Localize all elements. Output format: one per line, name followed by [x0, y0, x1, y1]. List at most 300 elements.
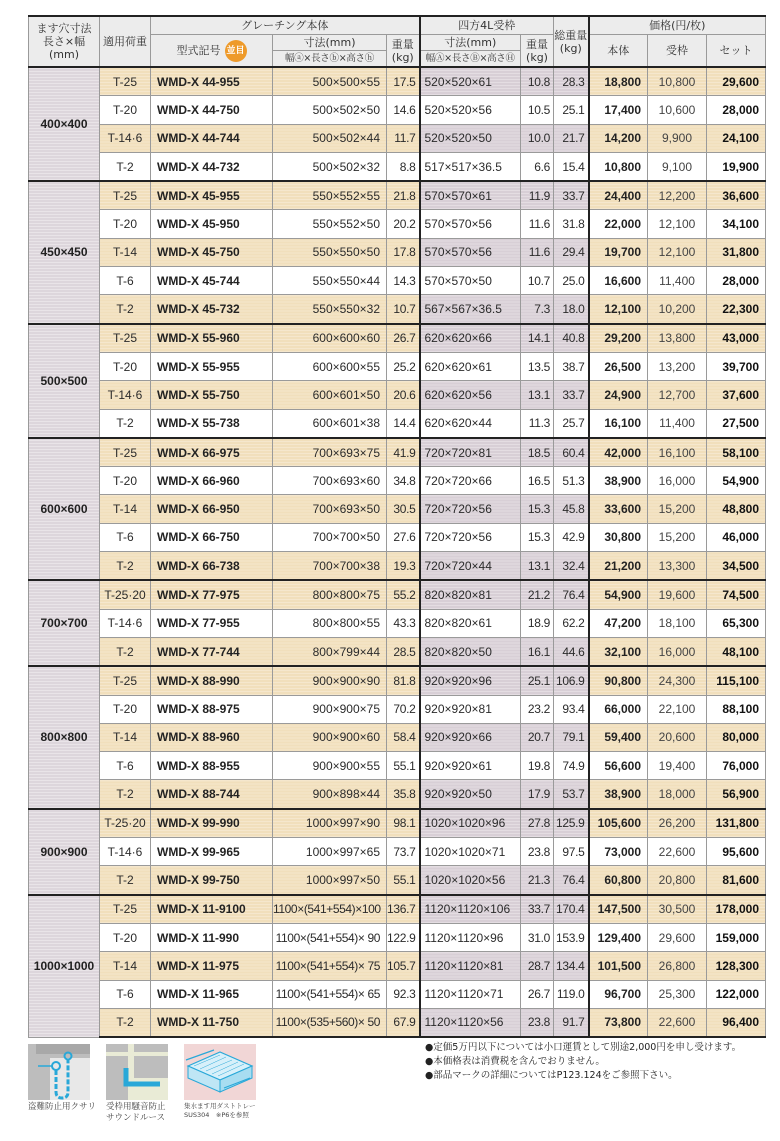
price-frame-cell: 10,600: [648, 96, 707, 124]
model-cell: WMD-X 45-732: [151, 295, 273, 324]
load-cell: T-25: [100, 666, 151, 695]
model-cell: WMD-X 66-975: [151, 438, 273, 467]
header-grating-dim-sub: 幅ⓐ×長さⓑ×高さⓗ: [273, 51, 387, 68]
model-cell: WMD-X 55-960: [151, 324, 273, 353]
grating-weight-cell: 26.7: [387, 324, 420, 353]
load-cell: T-2: [100, 1008, 151, 1037]
chain-icon: [28, 1044, 90, 1100]
price-frame-cell: 13,300: [648, 552, 707, 581]
grating-weight-cell: 28.5: [387, 637, 420, 666]
header-price-group: 価格(円/枚): [589, 16, 766, 35]
table-row: [29, 96, 766, 124]
grating-weight-cell: 14.3: [387, 267, 420, 295]
price-frame-cell: 22,100: [648, 695, 707, 723]
dust-tray-caption: [184, 1102, 256, 1120]
total-weight-cell: 28.3: [554, 67, 589, 96]
table-header: [29, 16, 766, 67]
total-weight-cell: 93.4: [554, 695, 589, 723]
price-frame-cell: 11,400: [648, 409, 707, 438]
grating-dim-cell: 500×502×32: [273, 152, 387, 181]
price-body-cell: 73,000: [589, 838, 648, 866]
price-set-cell: 128,300: [707, 952, 766, 980]
grating-dim-cell: 1100×(535+560)× 50: [273, 1008, 387, 1037]
price-body-cell: 60,800: [589, 866, 648, 895]
model-cell: WMD-X 66-738: [151, 552, 273, 581]
model-cell: WMD-X 11-990: [151, 923, 273, 951]
load-cell: T-6: [100, 980, 151, 1008]
total-weight-cell: 25.1: [554, 96, 589, 124]
frame-weight-cell: 13.5: [521, 352, 554, 380]
table-row: [29, 666, 766, 695]
grating-dim-cell: 1100×(541+554)× 90: [273, 923, 387, 951]
load-cell: T-6: [100, 267, 151, 295]
grating-weight-cell: 34.8: [387, 467, 420, 495]
grating-weight-cell: 19.3: [387, 552, 420, 581]
frame-dim-cell: 720×720×81: [420, 438, 521, 467]
model-cell: WMD-X 45-955: [151, 181, 273, 210]
grating-dim-cell: 550×550×50: [273, 238, 387, 266]
frame-weight-cell: 23.8: [521, 838, 554, 866]
caption-line: 盗難防止用クサリ: [28, 1102, 97, 1112]
model-cell: WMD-X 88-955: [151, 752, 273, 780]
grating-dim-cell: 500×502×50: [273, 96, 387, 124]
price-frame-cell: 25,300: [648, 980, 707, 1008]
price-frame-cell: 16,000: [648, 467, 707, 495]
price-set-cell: 37,600: [707, 381, 766, 409]
price-set-cell: 31,800: [707, 238, 766, 266]
frame-weight-cell: 18.5: [521, 438, 554, 467]
frame-weight-cell: 11.6: [521, 210, 554, 238]
model-cell: WMD-X 11-9100: [151, 895, 273, 924]
table-row: [29, 952, 766, 980]
frame-weight-cell: 20.7: [521, 723, 554, 751]
price-set-cell: 48,800: [707, 495, 766, 523]
grating-dim-cell: 700×700×38: [273, 552, 387, 581]
load-cell: T-25: [100, 438, 151, 467]
table-row: [29, 295, 766, 324]
grating-dim-cell: 500×502×44: [273, 124, 387, 152]
table-row: [29, 637, 766, 666]
table-row: [29, 723, 766, 751]
price-set-cell: 24,100: [707, 124, 766, 152]
model-cell: WMD-X 55-750: [151, 381, 273, 409]
frame-dim-cell: 1020×1020×56: [420, 866, 521, 895]
model-cell: WMD-X 88-744: [151, 780, 273, 809]
load-cell: T-20: [100, 923, 151, 951]
price-body-cell: 105,600: [589, 809, 648, 838]
total-weight-cell: 153.9: [554, 923, 589, 951]
frame-dim-cell: 570×570×61: [420, 181, 521, 210]
price-body-cell: 21,200: [589, 552, 648, 581]
load-cell: T-25: [100, 324, 151, 353]
price-frame-cell: 10,800: [648, 67, 707, 96]
grating-weight-cell: 67.9: [387, 1008, 420, 1037]
accessory-images: [28, 1044, 258, 1134]
caption-line: サウンドルース: [106, 1113, 166, 1123]
price-set-cell: 58,100: [707, 438, 766, 467]
table-row: [29, 67, 766, 96]
table-row: [29, 324, 766, 353]
frame-weight-cell: 16.5: [521, 467, 554, 495]
frame-weight-cell: 23.8: [521, 1008, 554, 1037]
model-cell: WMD-X 99-990: [151, 809, 273, 838]
total-weight-cell: 42.9: [554, 523, 589, 551]
table-row: [29, 609, 766, 637]
price-set-cell: 22,300: [707, 295, 766, 324]
grating-dim-cell: 550×552×55: [273, 181, 387, 210]
total-weight-cell: 60.4: [554, 438, 589, 467]
model-cell: WMD-X 11-965: [151, 980, 273, 1008]
note-parts: ●部品マークの詳細についてはP123.124をご参照下さい。: [425, 1070, 678, 1081]
load-cell: T-14·6: [100, 838, 151, 866]
size-cell: 700×700: [29, 580, 100, 666]
price-frame-cell: 13,800: [648, 324, 707, 353]
frame-weight-cell: 10.7: [521, 267, 554, 295]
grating-weight-cell: 55.1: [387, 752, 420, 780]
price-set-cell: 29,600: [707, 67, 766, 96]
table-row: [29, 495, 766, 523]
table-row: [29, 980, 766, 1008]
price-body-cell: 90,800: [589, 666, 648, 695]
model-cell: WMD-X 66-750: [151, 523, 273, 551]
frame-weight-cell: 16.1: [521, 637, 554, 666]
price-body-cell: 129,400: [589, 923, 648, 951]
frame-dim-cell: 570×570×56: [420, 210, 521, 238]
price-body-cell: 30,800: [589, 523, 648, 551]
header-price-body: 本体: [589, 35, 648, 68]
load-cell: T-2: [100, 637, 151, 666]
total-weight-cell: 106.9: [554, 666, 589, 695]
frame-dim-cell: 720×720×44: [420, 552, 521, 581]
frame-dim-cell: 570×570×56: [420, 238, 521, 266]
table-row: [29, 181, 766, 210]
model-cell: WMD-X 99-965: [151, 838, 273, 866]
price-body-cell: 19,700: [589, 238, 648, 266]
total-weight-cell: 91.7: [554, 1008, 589, 1037]
grating-weight-cell: 27.6: [387, 523, 420, 551]
header-model-label: 型式記号: [176, 43, 221, 57]
size-cell: 1000×1000: [29, 895, 100, 1037]
grating-dim-cell: 500×500×55: [273, 67, 387, 96]
grating-weight-cell: 122.9: [387, 923, 420, 951]
table-row: [29, 124, 766, 152]
price-set-cell: 159,000: [707, 923, 766, 951]
total-weight-cell: 170.4: [554, 895, 589, 924]
load-cell: T-2: [100, 780, 151, 809]
load-cell: T-20: [100, 695, 151, 723]
total-weight-cell: 51.3: [554, 467, 589, 495]
frame-weight-cell: 10.8: [521, 67, 554, 96]
frame-weight-cell: 15.3: [521, 523, 554, 551]
total-weight-cell: 29.4: [554, 238, 589, 266]
price-set-cell: 178,000: [707, 895, 766, 924]
frame-weight-cell: 26.7: [521, 980, 554, 1008]
frame-dim-cell: 620×620×44: [420, 409, 521, 438]
header-size: [29, 16, 100, 67]
grating-dim-cell: 1000×997×90: [273, 809, 387, 838]
frame-weight-cell: 14.1: [521, 324, 554, 353]
header-total-weight-line: (kg): [559, 41, 582, 55]
grating-dim-cell: 1100×(541+554)× 75: [273, 952, 387, 980]
model-cell: WMD-X 44-732: [151, 152, 273, 181]
price-body-cell: 101,500: [589, 952, 648, 980]
grating-dim-cell: 900×900×90: [273, 666, 387, 695]
load-cell: T-14·6: [100, 381, 151, 409]
table-row: [29, 238, 766, 266]
price-body-cell: 17,400: [589, 96, 648, 124]
table-row: [29, 895, 766, 924]
grating-dim-cell: 600×600×60: [273, 324, 387, 353]
price-body-cell: 29,200: [589, 324, 648, 353]
price-set-cell: 76,000: [707, 752, 766, 780]
header-total-weight-line: 総重量: [554, 28, 588, 42]
header-grating-group: グレーチング本体: [151, 16, 420, 35]
notes: [425, 1041, 741, 1083]
grating-weight-cell: 105.7: [387, 952, 420, 980]
load-cell: T-20: [100, 352, 151, 380]
total-weight-cell: 40.8: [554, 324, 589, 353]
price-frame-cell: 18,000: [648, 780, 707, 809]
table-row: [29, 809, 766, 838]
load-cell: T-20: [100, 96, 151, 124]
frame-dim-cell: 820×820×61: [420, 609, 521, 637]
table-row: [29, 267, 766, 295]
table-row: [29, 438, 766, 467]
table-row: [29, 866, 766, 895]
price-frame-cell: 12,100: [648, 238, 707, 266]
model-cell: WMD-X 77-975: [151, 580, 273, 609]
frame-dim-cell: 570×570×50: [420, 267, 521, 295]
grating-dim-cell: 800×799×44: [273, 637, 387, 666]
grating-dim-cell: 900×898×44: [273, 780, 387, 809]
total-weight-cell: 76.4: [554, 580, 589, 609]
load-cell: T-6: [100, 752, 151, 780]
frame-dim-cell: 820×820×50: [420, 637, 521, 666]
frame-dim-cell: 1120×1120×81: [420, 952, 521, 980]
size-cell: 450×450: [29, 181, 100, 323]
price-frame-cell: 18,100: [648, 609, 707, 637]
grating-weight-cell: 41.9: [387, 438, 420, 467]
price-frame-cell: 15,200: [648, 495, 707, 523]
frame-weight-cell: 11.6: [521, 238, 554, 266]
frame-weight-cell: 27.8: [521, 809, 554, 838]
table-row: [29, 695, 766, 723]
load-cell: T-2: [100, 152, 151, 181]
frame-weight-cell: 21.3: [521, 866, 554, 895]
price-frame-cell: 10,200: [648, 295, 707, 324]
price-body-cell: 14,200: [589, 124, 648, 152]
price-frame-cell: 16,100: [648, 438, 707, 467]
header-weight-line: (kg): [391, 50, 414, 64]
frame-dim-cell: 820×820×81: [420, 580, 521, 609]
total-weight-cell: 33.7: [554, 381, 589, 409]
frame-dim-cell: 567×567×36.5: [420, 295, 521, 324]
load-cell: T-6: [100, 523, 151, 551]
note-tax: ●本価格表は消費税を含んでおりません。: [425, 1056, 605, 1067]
price-set-cell: 88,100: [707, 695, 766, 723]
frame-weight-cell: 13.1: [521, 552, 554, 581]
price-set-cell: 28,000: [707, 267, 766, 295]
grating-dim-cell: 800×800×55: [273, 609, 387, 637]
frame-dim-cell: 1120×1120×96: [420, 923, 521, 951]
total-weight-cell: 125.9: [554, 809, 589, 838]
grating-weight-cell: 55.1: [387, 866, 420, 895]
price-set-cell: 39,700: [707, 352, 766, 380]
size-cell: 600×600: [29, 438, 100, 580]
grating-dim-cell: 900×900×55: [273, 752, 387, 780]
load-cell: T-2: [100, 295, 151, 324]
price-body-cell: 22,000: [589, 210, 648, 238]
sound-loose-icon: [106, 1044, 168, 1100]
grating-dim-cell: 600×601×38: [273, 409, 387, 438]
frame-dim-cell: 520×520×61: [420, 67, 521, 96]
price-body-cell: 54,900: [589, 580, 648, 609]
header-weight-line: (kg): [526, 50, 548, 64]
grating-weight-cell: 8.8: [387, 152, 420, 181]
grating-dim-cell: 700×693×50: [273, 495, 387, 523]
coarse-mesh-badge: 並目: [225, 40, 247, 62]
dust-tray-icon: [184, 1044, 256, 1100]
table-row: [29, 409, 766, 438]
model-cell: WMD-X 66-960: [151, 467, 273, 495]
model-cell: WMD-X 88-990: [151, 666, 273, 695]
load-cell: T-20: [100, 467, 151, 495]
total-weight-cell: 18.0: [554, 295, 589, 324]
price-set-cell: 34,500: [707, 552, 766, 581]
grating-dim-cell: 1100×(541+554)×100: [273, 895, 387, 924]
frame-dim-cell: 620×620×61: [420, 352, 521, 380]
total-weight-cell: 45.8: [554, 495, 589, 523]
header-size-line: 長さ×幅: [42, 35, 86, 48]
chain-caption: [28, 1102, 96, 1113]
frame-dim-cell: 920×920×66: [420, 723, 521, 751]
price-body-cell: 38,900: [589, 780, 648, 809]
load-cell: T-2: [100, 552, 151, 581]
grating-weight-cell: 70.2: [387, 695, 420, 723]
frame-dim-cell: 520×520×50: [420, 124, 521, 152]
price-body-cell: 26,500: [589, 352, 648, 380]
frame-dim-cell: 720×720×56: [420, 523, 521, 551]
model-cell: WMD-X 45-744: [151, 267, 273, 295]
frame-weight-cell: 13.1: [521, 381, 554, 409]
price-body-cell: 66,000: [589, 695, 648, 723]
grating-weight-cell: 10.7: [387, 295, 420, 324]
price-body-cell: 16,600: [589, 267, 648, 295]
total-weight-cell: 31.8: [554, 210, 589, 238]
frame-dim-cell: 920×920×50: [420, 780, 521, 809]
grating-weight-cell: 35.8: [387, 780, 420, 809]
model-cell: WMD-X 77-744: [151, 637, 273, 666]
price-set-cell: 43,000: [707, 324, 766, 353]
grating-weight-cell: 11.7: [387, 124, 420, 152]
grating-dim-cell: 550×550×44: [273, 267, 387, 295]
price-frame-cell: 12,100: [648, 210, 707, 238]
table-row: [29, 523, 766, 551]
price-set-cell: 46,000: [707, 523, 766, 551]
grating-dim-cell: 800×800×75: [273, 580, 387, 609]
grating-weight-cell: 81.8: [387, 666, 420, 695]
price-body-cell: 147,500: [589, 895, 648, 924]
price-frame-cell: 9,100: [648, 152, 707, 181]
total-weight-cell: 32.4: [554, 552, 589, 581]
grating-weight-cell: 17.5: [387, 67, 420, 96]
header-frame-dim-sub: 幅Ⓐ×長さⒷ×高さⒽ: [420, 51, 521, 68]
price-body-cell: 10,800: [589, 152, 648, 181]
caption-line: 受枠用騒音防止: [106, 1102, 166, 1112]
grating-weight-cell: 25.2: [387, 352, 420, 380]
header-size-line: (mm): [48, 48, 79, 61]
model-cell: WMD-X 44-955: [151, 67, 273, 96]
price-set-cell: 131,800: [707, 809, 766, 838]
price-frame-cell: 16,000: [648, 637, 707, 666]
price-body-cell: 73,800: [589, 1008, 648, 1037]
grating-dim-cell: 700×693×60: [273, 467, 387, 495]
load-cell: T-20: [100, 210, 151, 238]
table-row: [29, 1008, 766, 1037]
header-grating-dim: 寸法(mm): [273, 35, 387, 51]
total-weight-cell: 76.4: [554, 866, 589, 895]
frame-weight-cell: 33.7: [521, 895, 554, 924]
price-set-cell: 80,000: [707, 723, 766, 751]
price-set-cell: 96,400: [707, 1008, 766, 1037]
header-size-line: ます穴寸法: [36, 22, 92, 35]
size-cell: 900×900: [29, 809, 100, 895]
table-row: [29, 352, 766, 380]
model-cell: WMD-X 44-750: [151, 96, 273, 124]
frame-weight-cell: 11.3: [521, 409, 554, 438]
grating-weight-cell: 92.3: [387, 980, 420, 1008]
total-weight-cell: 25.0: [554, 267, 589, 295]
frame-dim-cell: 520×520×56: [420, 96, 521, 124]
price-set-cell: 28,000: [707, 96, 766, 124]
price-body-cell: 24,900: [589, 381, 648, 409]
grating-dim-cell: 550×552×50: [273, 210, 387, 238]
model-cell: WMD-X 45-950: [151, 210, 273, 238]
table-body: [29, 67, 766, 1037]
frame-weight-cell: 15.3: [521, 495, 554, 523]
total-weight-cell: 134.4: [554, 952, 589, 980]
load-cell: T-14: [100, 952, 151, 980]
price-set-cell: 54,900: [707, 467, 766, 495]
load-cell: T-2: [100, 409, 151, 438]
header-weight-line: 重量: [526, 37, 548, 51]
load-cell: T-14: [100, 723, 151, 751]
model-cell: WMD-X 55-955: [151, 352, 273, 380]
note-shipping: ●定価5万円以下については小口運賃として別途2,000円を申し受けます。: [425, 1042, 742, 1053]
frame-dim-cell: 1120×1120×71: [420, 980, 521, 1008]
header-frame-group: 四方4L受枠: [420, 16, 554, 35]
frame-weight-cell: 6.6: [521, 152, 554, 181]
grating-dim-cell: 700×700×50: [273, 523, 387, 551]
header-grating-weight: [387, 35, 420, 68]
price-body-cell: 56,600: [589, 752, 648, 780]
price-set-cell: 19,900: [707, 152, 766, 181]
frame-weight-cell: 21.2: [521, 580, 554, 609]
grating-dim-cell: 600×601×50: [273, 381, 387, 409]
grating-dim-cell: 900×900×75: [273, 695, 387, 723]
price-table: [28, 15, 766, 1038]
table-row: [29, 381, 766, 409]
model-cell: WMD-X 88-960: [151, 723, 273, 751]
model-cell: WMD-X 77-955: [151, 609, 273, 637]
price-frame-cell: 19,600: [648, 580, 707, 609]
grating-weight-cell: 98.1: [387, 809, 420, 838]
frame-dim-cell: 920×920×81: [420, 695, 521, 723]
load-cell: T-25: [100, 895, 151, 924]
load-cell: T-2: [100, 866, 151, 895]
grating-weight-cell: 14.6: [387, 96, 420, 124]
grating-dim-cell: 1000×997×65: [273, 838, 387, 866]
